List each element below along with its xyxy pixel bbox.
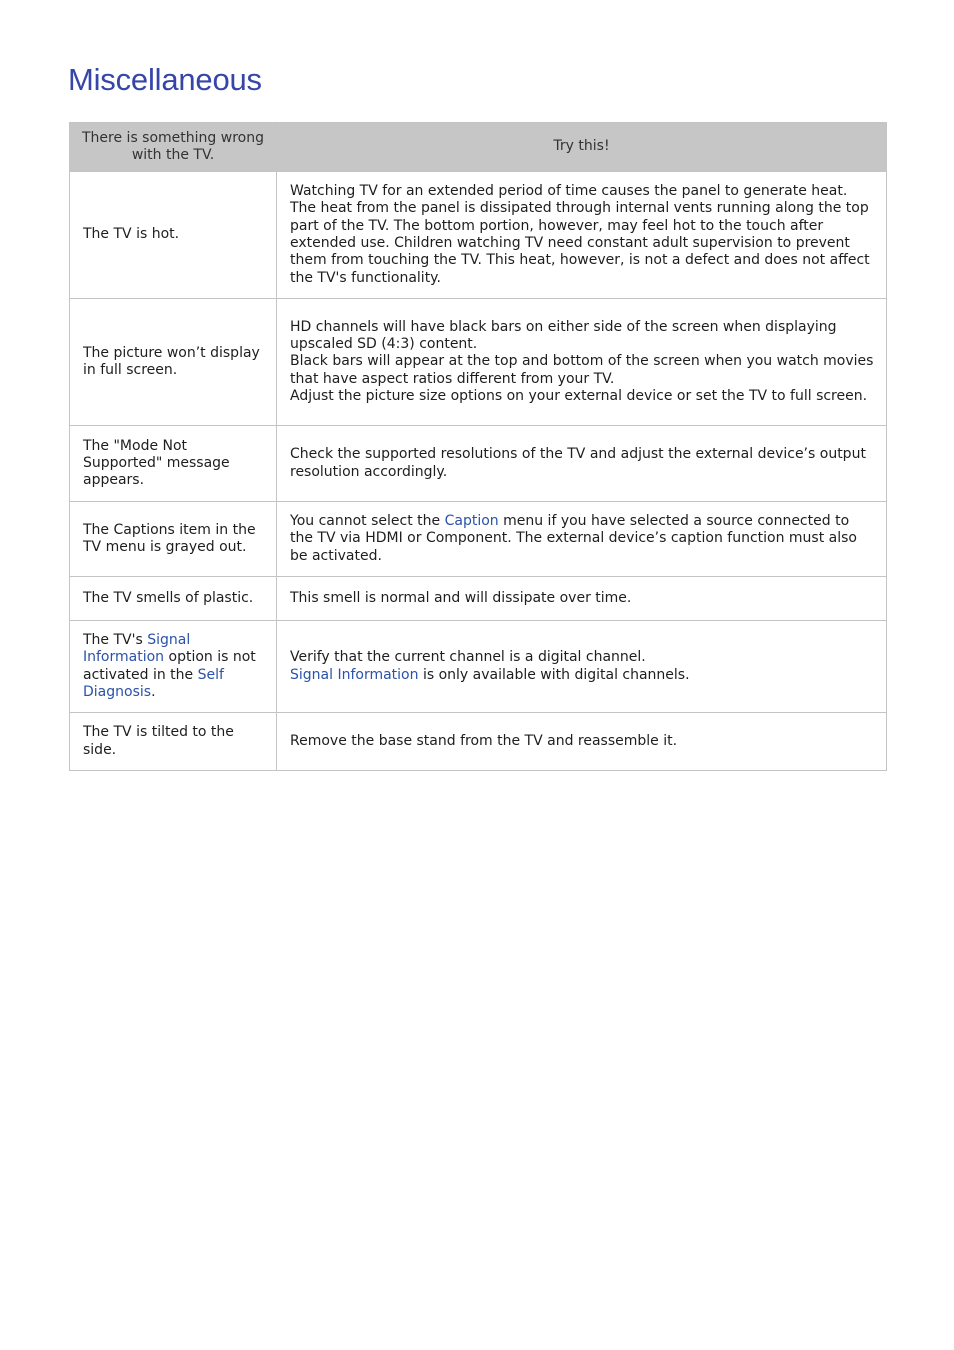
solution-cell: Check the supported resolutions of the TV and adjust the external device’s output resolution accordingly. (277, 426, 887, 502)
solution-cell: This smell is normal and will dissipate over time. (277, 577, 887, 621)
problem-text: The TV's (83, 631, 148, 648)
column-header-problem: There is something wrong with the TV. (70, 123, 277, 172)
solution-line: HD channels will have black bars on either side of the screen when displaying upscaled SD (4:3) content. (290, 318, 837, 353)
solution-line: Black bars will appear at the top and bottom of the screen when you watch movies that have aspect ratios different from your TV. (290, 353, 874, 387)
troubleshooting-table (69, 122, 887, 771)
table-row (70, 621, 887, 713)
solution-line: Verify that the current channel is a digital channel. (290, 649, 646, 666)
solution-text: is only available with digital channels. (418, 666, 690, 683)
problem-text: option is not activated in the (83, 649, 256, 683)
solution-text: You cannot select the (290, 513, 445, 530)
caption-menu-link: Caption (444, 513, 499, 530)
problem-cell: The picture won’t display in full screen. (70, 299, 277, 426)
page-title: Miscellaneous (68, 62, 262, 97)
column-header-solution: Try this! (277, 123, 887, 172)
signal-information-link: Signal Information (83, 631, 191, 666)
table-row (70, 299, 887, 426)
solution-line: Adjust the picture size options on your external device or set the TV to full screen. (290, 387, 868, 404)
solution-cell: Watching TV for an extended period of time causes the panel to generate heat. The heat from the panel is dissipated through internal vents running along the top part of the TV. The bottom portion, however, may feel hot to the touch after extended use. Children watching TV need constant adult supervision to prevent them from touching the TV. This heat, however, is not a defect and does not affect the TV's functionality. (277, 172, 887, 299)
solution-cell: Remove the base stand from the TV and reassemble it. (277, 713, 887, 771)
signal-information-link: Signal Information (290, 666, 419, 683)
problem-cell: The "Mode Not Supported" message appears. (70, 426, 277, 502)
problem-cell: The TV is tilted to the side. (70, 713, 277, 771)
table-row (70, 172, 887, 299)
table-row (70, 577, 887, 621)
solution-cell (277, 502, 887, 577)
self-diagnosis-link: Self Diagnosis (83, 666, 224, 700)
solution-line (290, 667, 874, 684)
problem-text: . (151, 683, 156, 700)
problem-cell (70, 621, 277, 713)
table-row (70, 713, 887, 771)
problem-cell: The Captions item in the TV menu is grayed out. (70, 502, 277, 577)
table-header-row (70, 123, 887, 172)
solution-cell (277, 621, 887, 713)
table-row (70, 426, 887, 502)
problem-cell: The TV is hot. (70, 172, 277, 299)
problem-cell: The TV smells of plastic. (70, 577, 277, 621)
solution-cell (277, 299, 887, 426)
solution-text: menu if you have selected a source connected to the TV via HDMI or Component. The external device’s caption function must also be activated. (290, 513, 857, 564)
table-row (70, 502, 887, 577)
